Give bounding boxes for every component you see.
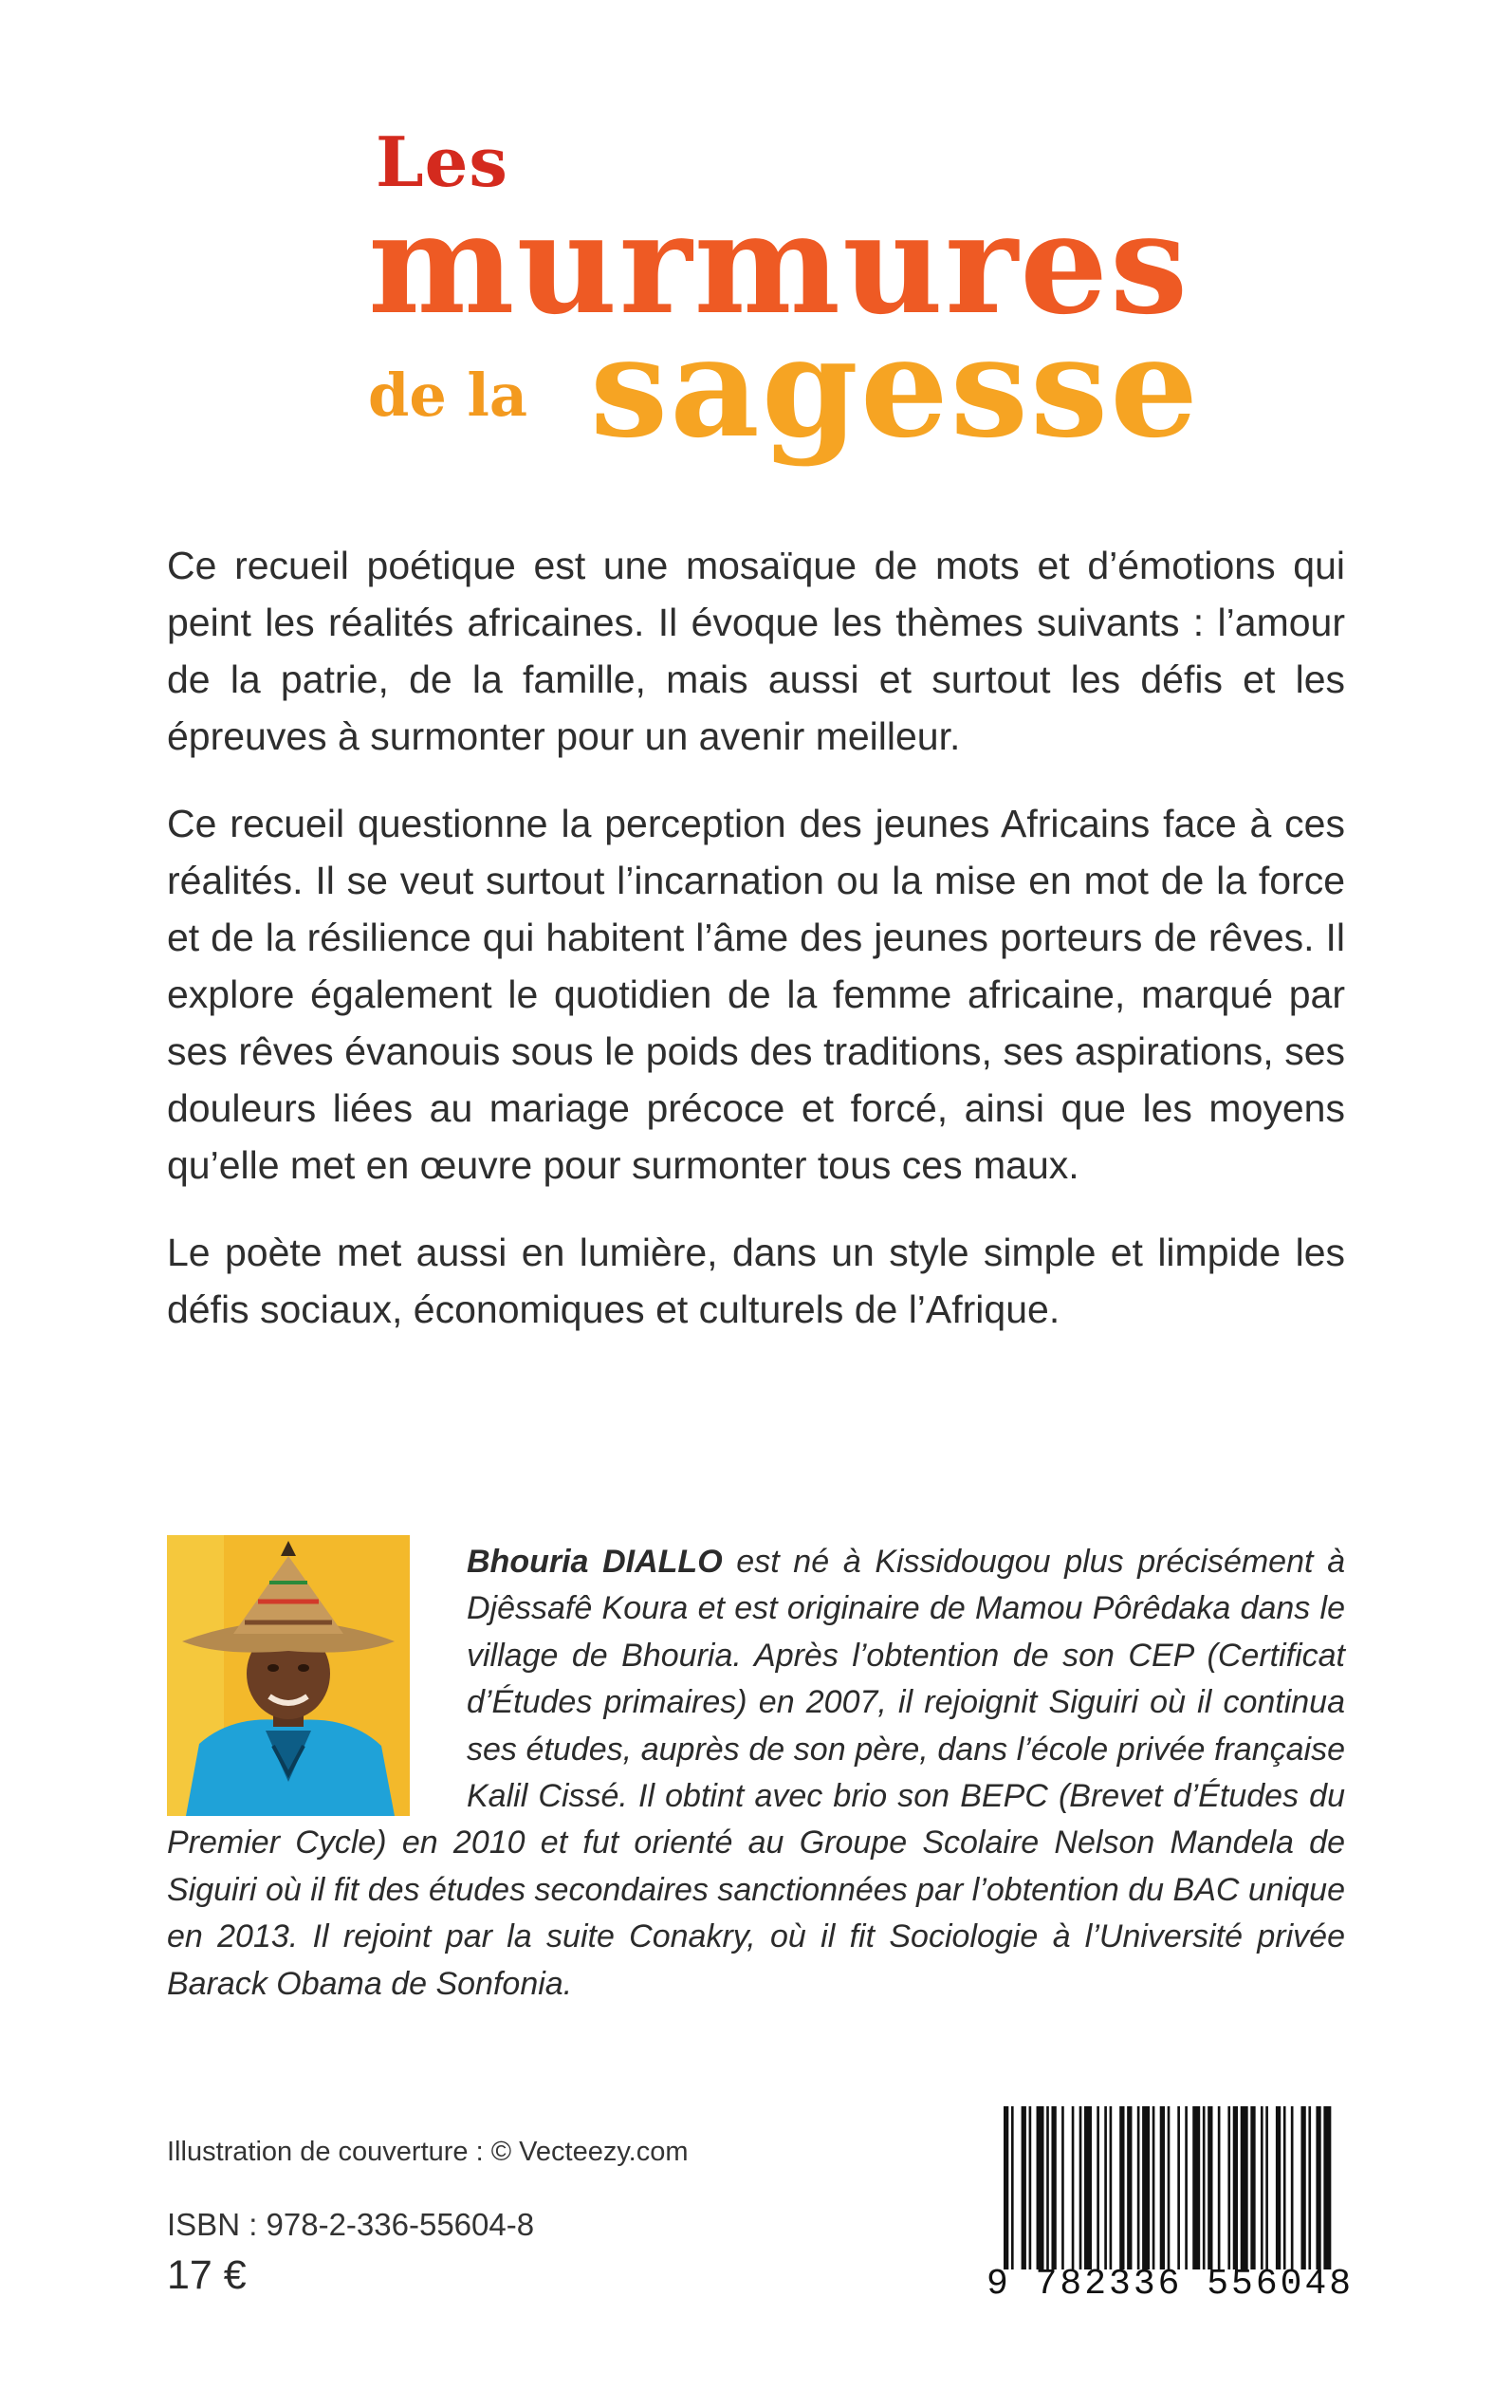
- barcode-bar: [1233, 2106, 1238, 2269]
- synopsis-paragraph-2: Ce recueil questionne la perception des jeunes Africains face à ces réalités. Il se veut surtout l’incarnation ou la mise en mot de la force et de la résilience qui habitent l’âme des jeunes porteurs de rêves. Il explore également le quotidien de la femme africaine, marqué par ses rêves évanouis sous le poids des traditions, ses aspirations, ses douleurs liées au mariage précoce et forcé, ainsi que les moyens qu’elle met en œuvre pour surmonter tous ces maux.: [167, 802, 1345, 1187]
- barcode-bar: [1177, 2106, 1180, 2269]
- barcode-bar: [1137, 2106, 1140, 2269]
- cover-illustration-credit: Illustration de couverture : © Vecteezy.com: [167, 2137, 689, 2167]
- barcode-bar: [1227, 2106, 1230, 2269]
- barcode-bar: [1300, 2106, 1305, 2269]
- author-bio-text: est né à Kissidougou plus précisément à Djêssafê Koura et est originaire de Mamou Pôrêdaka dans le village de Bhouria. Après l’obtention de son CEP (Certificat d’Études primaires) en 2007, il rejoignit Siguiri où il continua ses études, auprès de son père, dans l’école privée française Kalil Cissé. Il obtint avec brio son BEPC (Brevet d’Études du Premier Cycle) en 2010 et fut orienté au Groupe Scolaire Nelson Mandela de Siguiri où il fit des études secondaires sanctionnées par l’obtention du BAC unique en 2013. Il rejoint par la suite Conakry, où il fit Sociologie à l’Université privée Barack Obama de Sonfonia.: [167, 1544, 1345, 2002]
- barcode-bar: [1192, 2106, 1200, 2269]
- barcode-bar: [1250, 2106, 1255, 2269]
- author-name: Bhouria DIALLO: [467, 1544, 723, 1580]
- barcode-bar: [1218, 2106, 1221, 2269]
- isbn: ISBN : 978-2-336-55604-8: [167, 2207, 535, 2242]
- barcode-bar: [1261, 2106, 1263, 2269]
- barcode-bar: [1029, 2106, 1032, 2269]
- title-de-la: de la: [368, 361, 528, 430]
- price: 17 €: [167, 2252, 247, 2298]
- barcode-bar: [1061, 2106, 1064, 2269]
- barcode-bar: [1265, 2106, 1268, 2269]
- barcode-bar: [1308, 2106, 1311, 2269]
- barcode-bar: [1072, 2106, 1075, 2269]
- barcode-bar: [1291, 2106, 1294, 2269]
- barcode-bar: [1037, 2106, 1044, 2269]
- synopsis-paragraph-1: Ce recueil poétique est une mosaïque de mots et d’émotions qui peint les réalités africaines. Il évoque les thèmes suivants : l’amour de la patrie, de la famille, mais aussi et surtout les défis et les épreuves à surmonter pour un avenir meilleur.: [167, 544, 1345, 758]
- barcode-bar: [1011, 2106, 1014, 2269]
- barcode-bar: [1241, 2106, 1248, 2269]
- barcode-bar: [1283, 2106, 1286, 2269]
- title-murmures: murmures: [368, 183, 1190, 345]
- barcode-bar: [1127, 2106, 1132, 2269]
- title-les: Les: [376, 121, 508, 202]
- barcode-number: 9 782336 556048: [986, 2264, 1355, 2305]
- synopsis-paragraph-3: Le poète met aussi en lumière, dans un style simple et limpide les défis sociaux, économiques et culturels de l’Afrique.: [167, 1231, 1345, 1331]
- barcode-bar: [1051, 2106, 1056, 2269]
- barcode-bar: [1084, 2106, 1092, 2269]
- barcode-bar: [1097, 2106, 1099, 2269]
- barcode-bar: [1104, 2106, 1107, 2269]
- barcode-bar: [1160, 2106, 1165, 2269]
- barcode-bar: [1079, 2106, 1082, 2269]
- barcode-bar: [1119, 2106, 1124, 2269]
- barcode-bar: [1276, 2106, 1281, 2269]
- barcode-bar: [1168, 2106, 1171, 2269]
- barcode-bar: [1110, 2106, 1113, 2269]
- synopsis: [167, 537, 1345, 1368]
- barcode-bars: [1004, 2106, 1334, 2269]
- barcode-bar: [1022, 2106, 1026, 2269]
- author-bio: [167, 1539, 1345, 2008]
- barcode-bar: [1323, 2106, 1331, 2269]
- title-sagesse: sagesse: [590, 306, 1201, 469]
- barcode-bar: [1316, 2106, 1320, 2269]
- barcode-bar: [1208, 2106, 1212, 2269]
- barcode-bar: [1046, 2106, 1049, 2269]
- barcode-bar: [1185, 2106, 1188, 2269]
- barcode-bar: [1152, 2106, 1155, 2269]
- barcode-bar: [1203, 2106, 1206, 2269]
- barcode-bar: [1004, 2106, 1008, 2269]
- barcode: [986, 2106, 1355, 2309]
- barcode-bar: [1142, 2106, 1150, 2269]
